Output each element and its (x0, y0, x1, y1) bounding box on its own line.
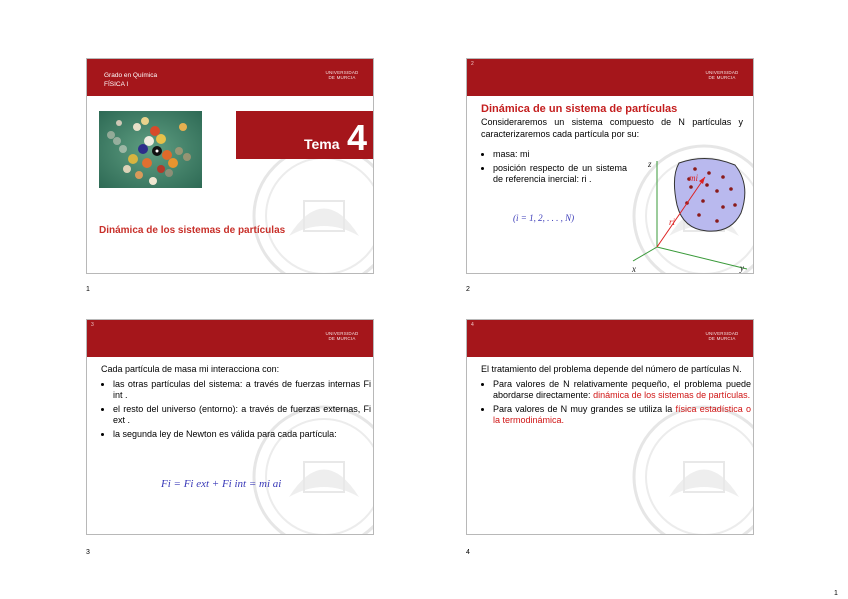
bullet-text: Para valores de N muy grandes se utiliza la (493, 403, 673, 414)
slide-header (467, 59, 753, 96)
slide-number: 4 (466, 549, 470, 556)
bullet-item: • la segunda ley de Newton es válida para cada partícula: (113, 429, 371, 441)
slide-3 (86, 319, 374, 535)
header-subject: FÍSICA I (104, 81, 129, 88)
bullet-item: • posición respecto de un sistema de referencia inercial: ri . (493, 163, 627, 186)
axis-x-label: x (632, 264, 636, 273)
tema-block (236, 111, 374, 159)
university-logo: UNIVERSIDAD DE MURCIA (325, 331, 359, 341)
index-range: (i = 1, 2, . . . , N) (513, 213, 575, 223)
mass-label: mi (689, 173, 698, 183)
corner-number: 3 (91, 322, 94, 328)
university-logo: UNIVERSIDAD DE MURCIA (705, 70, 739, 80)
header-course: Grado en Química (104, 72, 158, 79)
bullet-item: • las otras partículas del sistema: a través de fuerzas internas Fi int . (113, 379, 371, 402)
intro-text: Consideraremos un sistema compuesto de N partículas y caracterizaremos cada partícula por su: (481, 117, 743, 139)
axis-y-label: y (740, 263, 744, 273)
slide-header (87, 59, 373, 96)
billiard-photo (99, 111, 202, 188)
slide-header (87, 320, 373, 357)
corner-number: 4 (471, 322, 474, 328)
slide-body (481, 117, 743, 140)
slide-number: 2 (466, 286, 470, 293)
slide-2 (466, 58, 754, 274)
slide-body (481, 364, 751, 429)
bullet-item: • el resto del universo (entorno): a través de fuerzas externas, Fi ext . (113, 404, 371, 427)
intro-text: El tratamiento del problema depende del número de partículas N. (481, 364, 742, 374)
corner-number: 2 (471, 61, 474, 67)
bullet-highlight: dinámica de los sistemas de partículas. (593, 390, 751, 400)
slide-header (467, 320, 753, 357)
axis-z-label: z (648, 159, 652, 169)
slide-title: Dinámica de los sistemas de partículas (99, 225, 286, 236)
slide-1 (86, 58, 374, 274)
bullet-list (481, 149, 627, 188)
intro-text: Cada partícula de masa mi interacciona con: (101, 364, 280, 374)
university-logo: UNIVERSIDAD DE MURCIA (705, 331, 739, 341)
university-logo: UNIVERSIDAD DE MURCIA (325, 70, 359, 80)
sheet-page-number: 1 (834, 590, 838, 597)
university-seal-watermark (249, 141, 374, 274)
bullet-item (493, 379, 751, 402)
slide-title: Dinámica de un sistema de partículas (481, 103, 678, 115)
bullet-item: • masa: mi (493, 149, 627, 161)
bullet-item (493, 404, 751, 427)
vector-label: ri (669, 217, 676, 227)
newton-equation: Fi = Fi ext + Fi int = mi ai (161, 478, 282, 490)
tema-number: 4 (347, 117, 368, 158)
bullet-text: Para valores de N relativamente pequeño, el problema puede abordarse directamente: (493, 378, 751, 400)
slide-4 (466, 319, 754, 535)
slide-number: 1 (86, 286, 90, 293)
bullet-highlight: física estadística o la termodinámica. (493, 403, 751, 425)
particle-system-diagram (627, 155, 753, 273)
slide-number: 3 (86, 549, 90, 556)
tema-label: Tema (304, 136, 340, 152)
slide-body (101, 364, 371, 442)
